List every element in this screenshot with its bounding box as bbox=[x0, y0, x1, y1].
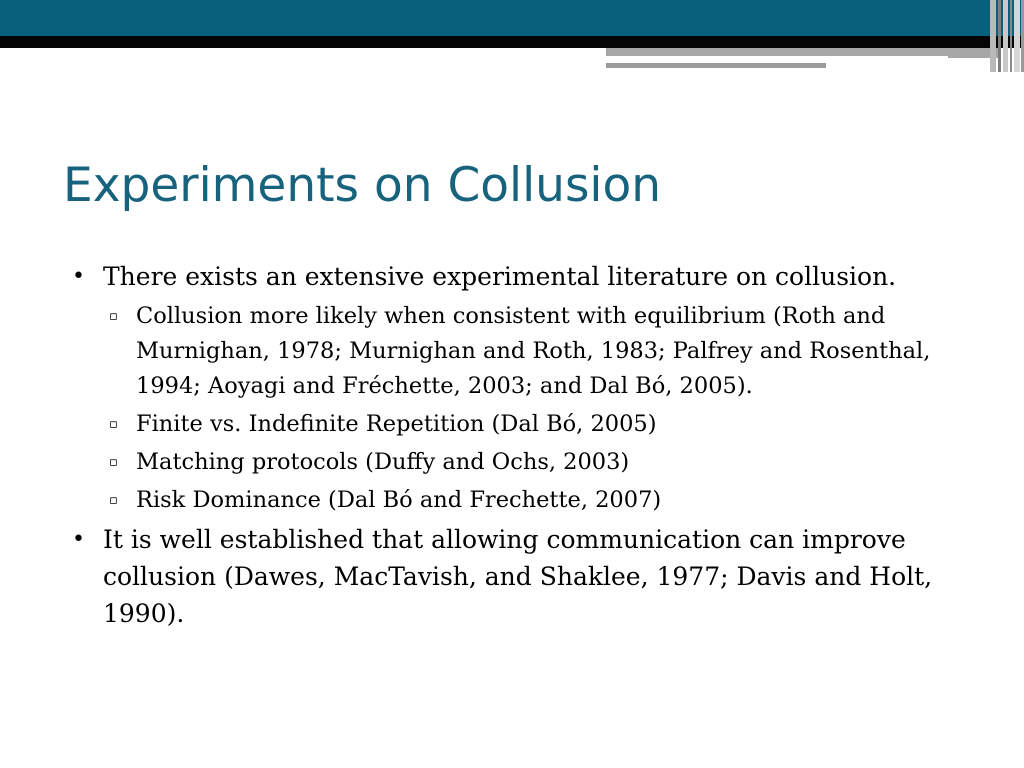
sub-bullet-text: Finite vs. Indefinite Repetition (Dal Bó, 2005) bbox=[136, 411, 657, 437]
bullet-list bbox=[72, 258, 972, 636]
bullet-marker: • bbox=[72, 264, 85, 289]
sub-bullet-text: Risk Dominance (Dal Bó and Frechette, 2007) bbox=[136, 487, 662, 513]
bullet-marker: • bbox=[72, 527, 85, 552]
sub-bullet-item bbox=[72, 445, 972, 480]
sub-bullet-marker: ▫ bbox=[109, 493, 118, 508]
bullet-text: It is well established that allowing communication can improve collusion (Dawes, MacTavish, and Shaklee, 1977; Davis and Holt, 1990). bbox=[103, 525, 933, 628]
bullet-item bbox=[72, 521, 972, 632]
bullet-text: There exists an extensive experimental literature on collusion. bbox=[103, 262, 897, 291]
sub-bullet-item bbox=[72, 407, 972, 442]
sub-bullet-marker: ▫ bbox=[109, 455, 118, 470]
sub-bullet-text: Collusion more likely when consistent with equilibrium (Roth and Murnighan, 1978; Murnighan and Roth, 1983; Palfrey and Rosenthal, 1994; Aoyagi and Fréchette, 2003; and Dal Bó, 2005). bbox=[136, 303, 931, 399]
corner-stripes bbox=[990, 0, 1024, 72]
page-title: Experiments on Collusion bbox=[63, 158, 662, 213]
sub-bullet-text: Matching protocols (Duffy and Ochs, 2003) bbox=[136, 449, 630, 475]
header-band-black bbox=[0, 36, 1024, 48]
sub-bullet-item bbox=[72, 483, 972, 518]
header-band-teal bbox=[0, 0, 1024, 36]
sub-bullet-marker: ▫ bbox=[109, 417, 118, 432]
sub-bullet-marker: ▫ bbox=[109, 309, 118, 324]
bullet-item bbox=[72, 258, 972, 295]
header-band-highlight bbox=[606, 56, 948, 58]
header-band-gray-short bbox=[606, 63, 826, 68]
sub-bullet-item bbox=[72, 299, 972, 404]
